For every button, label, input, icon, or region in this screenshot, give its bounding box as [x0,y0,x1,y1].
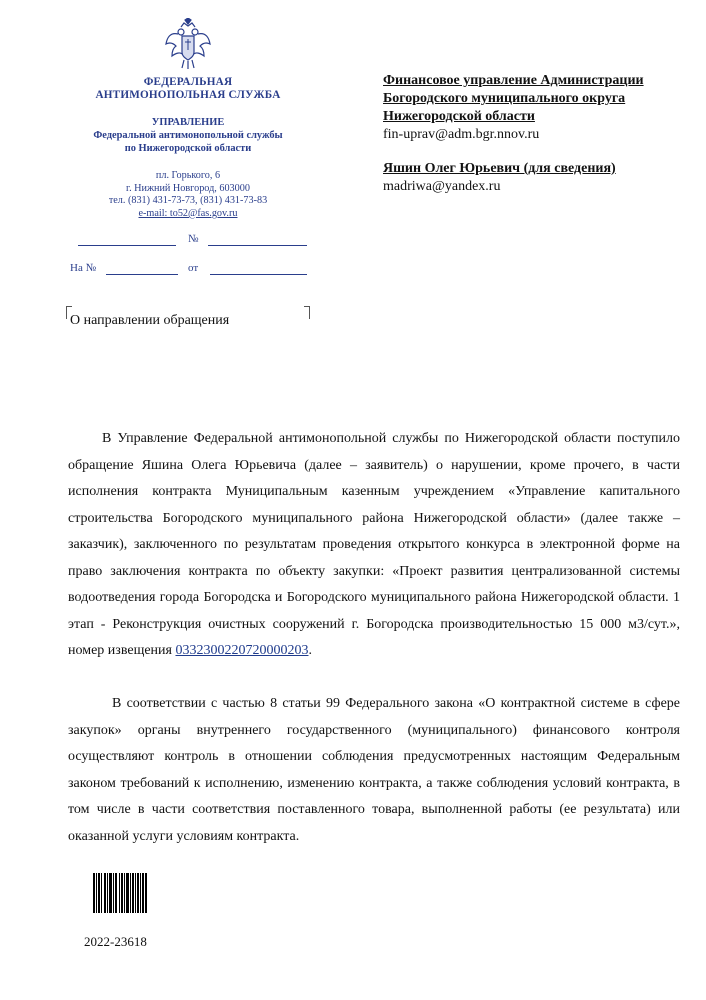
recipients-block [383,72,683,196]
dept-line2: Федеральной антимонопольной службы [93,130,283,141]
body-paragraph-2: В соответствии с частью 8 статьи 99 Федерального закона «О контрактной системе в сфере закупок» органы внутреннего государственного (муниципального) финансового контроля осуществляют контроль в отношении соблюдения предусмотренных настоящим Федеральным законом требований к исполнению, изменению контракта, а также соблюдения условий контракта, в том числе в части соответствия поставленного товара, выполненной работы (ее результата) или оказанной услуги условиям контракта. [68,696,680,844]
letter-subject: О направлении обращения [70,313,230,328]
recipient2-email[interactable]: madriwa@yandex.ru [383,179,501,194]
registration-number: 2022-23618 [84,934,147,949]
address-line2: г. Нижний Новгород, 603000 [126,182,250,194]
recipient1-line2: Богородского муниципального округа [383,91,626,106]
recipient2-name: Яшин Олег Юрьевич (для сведения) [383,161,616,176]
org-name-line1: ФЕДЕРАЛЬНАЯ [143,76,233,88]
reference-number-row [70,262,310,278]
org-name-line2: АНТИМОНОПОЛЬНАЯ СЛУЖБА [95,89,281,101]
subject-corner-right [304,306,310,319]
coat-of-arms-icon [164,18,212,70]
p1-end: . [308,643,312,658]
barcode-icon [93,873,147,913]
org-name [70,76,306,102]
dept-line3: по Нижегородской области [124,143,252,154]
letterhead-email-link[interactable]: e-mail: to52@fas.gov.ru [138,207,238,219]
recipient1-line1: Финансовое управление Администрации [383,73,644,88]
notice-number-link[interactable]: 0332300220720000203 [175,643,309,658]
reference-date-field[interactable] [210,262,307,275]
department-name [60,116,316,155]
p1-text: В Управление Федеральной антимонопольной службы по Нижегородской области поступило обращение Яшина Олега Юрьевича (далее – заявитель) о нарушении, кроме прочего, в части исполнения контракта Муниципальным казенным учреждением «Управление капитального строительства Богородского муниципального района Нижегородской области» (далее также – заказчик), заключенного по результатам проведения открытого конкурса в электронной форме на право заключения контракта по объекту закупки: «Проект развития централизованной системы водоотведения города Богородска и Богородского муниципального района Нижегородской области. 1 этап - Реконструкция очистных сооружений г. Богородска производительностью 15 000 м3/сут.», номер извещения [68,431,680,658]
address-line1: пл. Горького, 6 [155,170,221,181]
reference-from-label: от [188,262,199,274]
recipient1-email[interactable]: fin-uprav@adm.bgr.nnov.ru [383,127,540,142]
reference-prefix: На № [70,262,97,274]
recipient1-line3: Нижегородской области [383,109,535,124]
address-block [60,170,316,220]
outgoing-number-field[interactable] [208,233,307,246]
reference-number-field[interactable] [106,262,178,275]
dept-line1: УПРАВЛЕНИЕ [151,117,225,128]
outgoing-date-field[interactable] [78,233,176,246]
number-sign: № [188,233,199,245]
phone-line: тел. (831) 431-73-73, (831) 431-73-83 [108,195,268,207]
body-paragraph-1 [68,426,680,665]
outgoing-number-row [70,233,310,249]
